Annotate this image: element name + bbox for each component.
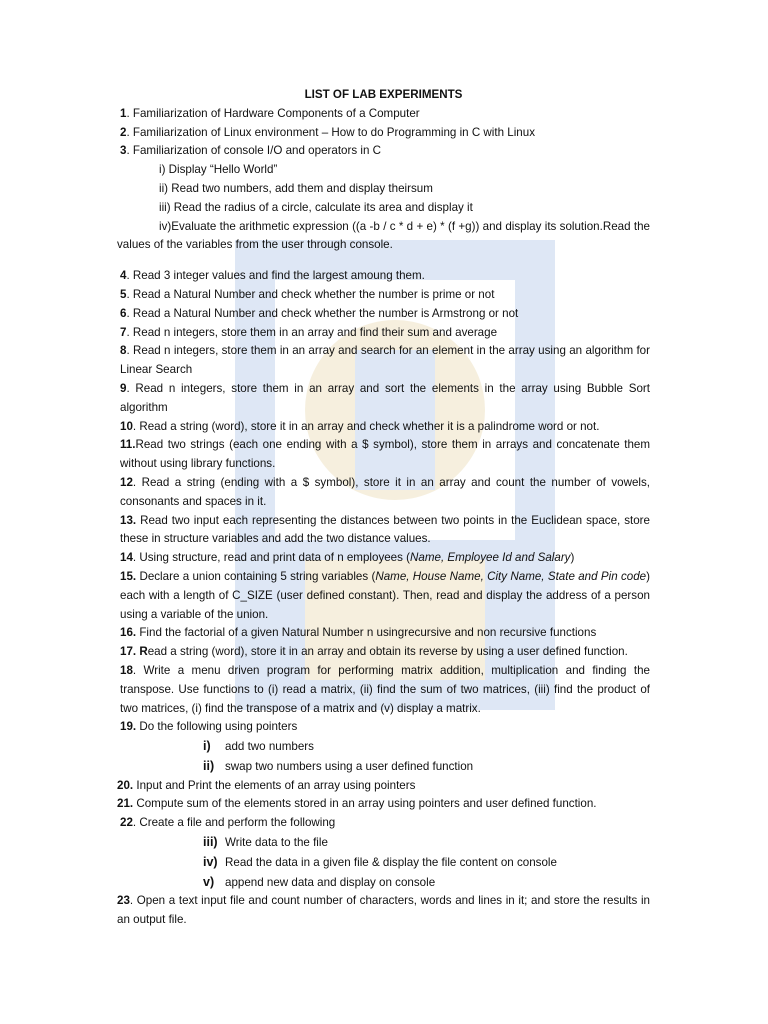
list-item-10: 10. Read a string (word), store it in an array and check whether it is a palindrome word or not. (120, 419, 600, 433)
list-item-19-ii: ii) swap two numbers using a user defined function (203, 758, 474, 773)
list-item-22-v: v) append new data and display on console (203, 874, 436, 889)
list-item-14: 14. Using structure, read and print data of n employees (Name, Employee Id and Salary) (120, 551, 575, 565)
list-item-3-iv: iv)Evaluate the arithmetic expression ((a -b / c * d + e) * (f +g)) and display its solution.Read the values of the variables from the user through console. (117, 219, 650, 252)
list-item-8: 8. Read n integers, store them in an array and search for an element in the array using an algorithm for Linear Search (120, 344, 650, 377)
document-title: LIST OF LAB EXPERIMENTS (304, 88, 463, 101)
list-item-22-iii: iii) Write data to the file (203, 835, 328, 850)
list-item-7: 7. Read n integers, store them in an array and find their sum and average (120, 325, 498, 339)
list-item-16: 16. Find the factorial of a given Natural Number n usingrecursive and non recursive functions (120, 626, 597, 640)
list-item-21: 21. Compute sum of the elements stored in an array using pointers and user defined function. (117, 797, 597, 811)
list-item-12: 12. Read a string (ending with a $ symbol), store it in an array and count the number of vowels, consonants and spaces in it. (120, 475, 650, 508)
list-item-5: 5. Read a Natural Number and check whether the number is prime or not (120, 287, 495, 301)
list-item-9: 9. Read n integers, store them in an array and sort the elements in the array using Bubble Sort algorithm (120, 381, 650, 414)
list-item-3-ii: ii) Read two numbers, add them and display theirsum (159, 181, 433, 195)
list-item-3: 3. Familiarization of console I/O and operators in C (120, 144, 381, 158)
list-item-4: 4. Read 3 integer values and find the largest amoung them. (120, 269, 425, 283)
list-item-11: 11.Read two strings (each one ending with a $ symbol), store them in arrays and concatenate them without using library functions. (120, 438, 650, 471)
list-item-23: 23. Open a text input file and count number of characters, words and lines in it; and store the results in an output file. (117, 894, 650, 927)
list-item-20: 20. Input and Print the elements of an array using pointers (117, 778, 416, 792)
list-item-13: 13. Read two input each representing the distances between two points in the Euclidean space, store these in structure variables and add the two distance values. (120, 513, 650, 546)
list-item-3-i: i) Display “Hello World” (159, 163, 278, 177)
lab-experiments-document (117, 86, 650, 930)
list-item-15: 15. Declare a union containing 5 string variables (Name, House Name, City Name, State and Pin code) each with a length of C_SIZE (user defined constant). Then, read and display the address of a person using a variable of the union. (120, 569, 650, 621)
list-item-1: 1. Familiarization of Hardware Components of a Computer (120, 106, 420, 120)
list-item-17: 17. Read a string (word), store it in an array and obtain its reverse by using a user defined function. (120, 645, 628, 659)
list-item-22: 22. Create a file and perform the following (120, 816, 336, 830)
list-item-3-iii: iii) Read the radius of a circle, calculate its area and display it (159, 200, 473, 214)
list-item-2: 2. Familiarization of Linux environment – How to do Programming in C with Linux (120, 125, 535, 139)
list-item-19: 19. Do the following using pointers (120, 720, 298, 734)
list-item-19-i: i) add two numbers (203, 739, 314, 754)
list-item-18: 18. Write a menu driven program for performing matrix addition, multiplication and finding the transpose. Use functions to (i) read a matrix, (ii) find the sum of two matrices, (iii) find the product of two matrices, (i) find the transpose of a matrix and (v) display a matrix. (120, 663, 650, 715)
list-item-22-iv: iv) Read the data in a given file & display the file content on console (203, 854, 557, 869)
list-item-6: 6. Read a Natural Number and check whether the number is Armstrong or not (120, 306, 519, 320)
